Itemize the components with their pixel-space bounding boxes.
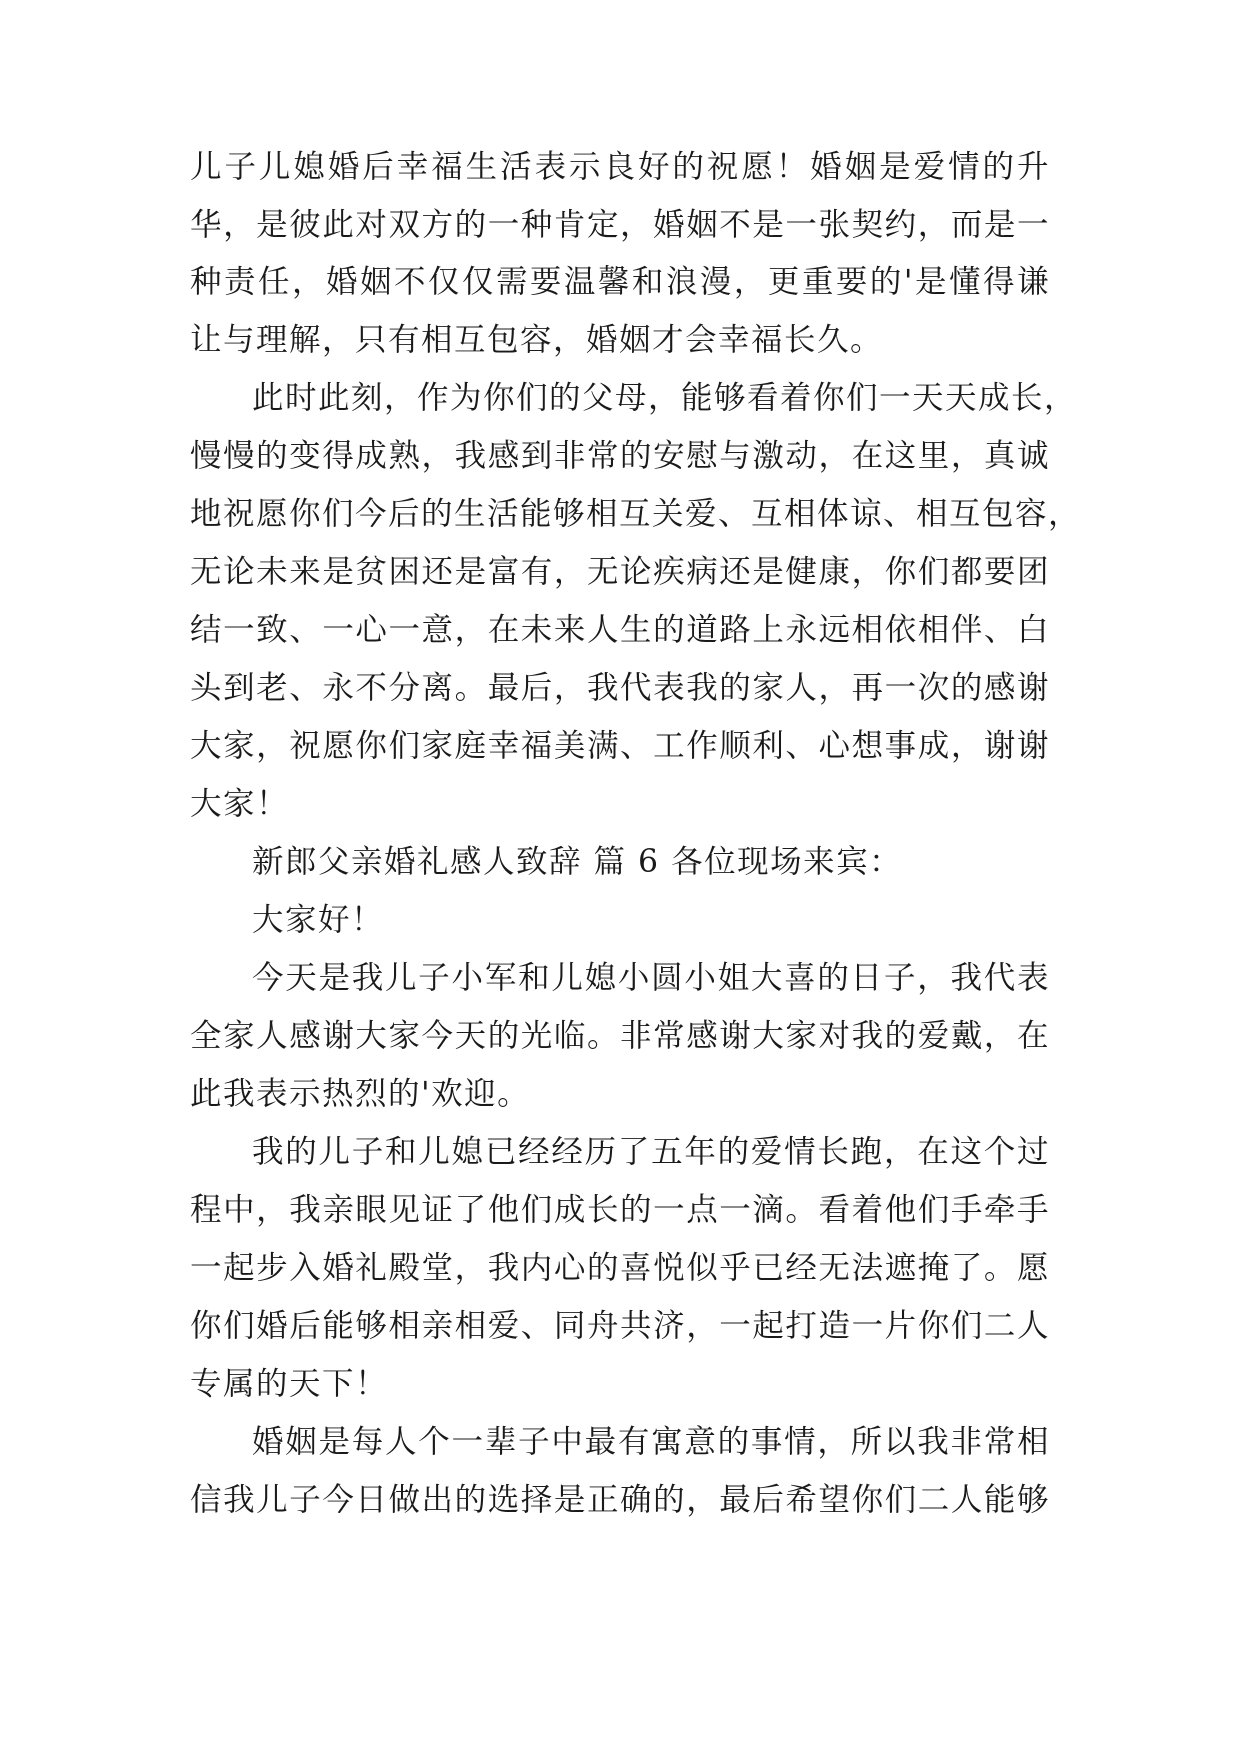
text-line: 种责任，婚姻不仅仅需要温馨和浪漫，更重要的'是懂得谦	[190, 264, 1050, 300]
paragraph-start-line: 今天是我儿子小军和儿媳小圆小姐大喜的日子，我代表	[252, 960, 1050, 996]
text-line: 你们婚后能够相亲相爱、同舟共济，一起打造一片你们二人	[190, 1308, 1050, 1344]
text-line: 让与理解，只有相互包容，婚姻才会幸福长久。	[190, 322, 884, 358]
text-line: 地祝愿你们今后的生活能够相互关爱、互相体谅、相互包容，	[190, 496, 1082, 532]
text-line: 一起步入婚礼殿堂，我内心的喜悦似乎已经无法遮掩了。愿	[190, 1250, 1050, 1286]
text-line: 此我表示热烈的'欢迎。	[190, 1076, 531, 1112]
text-line: 头到老、永不分离。最后，我代表我的家人，再一次的感谢	[190, 670, 1050, 706]
text-line: 程中，我亲眼见证了他们成长的一点一滴。看着他们手牵手	[190, 1192, 1050, 1228]
section-heading: 新郎父亲婚礼感人致辞 篇 6 各位现场来宾：	[252, 844, 903, 880]
text-line: 慢慢的变得成熟，我感到非常的安慰与激动，在这里，真诚	[190, 438, 1050, 474]
greeting-line: 大家好！	[252, 902, 385, 938]
text-line: 大家，祝愿你们家庭幸福美满、工作顺利、心想事成，谢谢	[190, 728, 1050, 764]
text-line: 儿子儿媳婚后幸福生活表示良好的祝愿！婚姻是爱情的升	[190, 149, 1050, 185]
text-line: 华，是彼此对双方的一种肯定，婚姻不是一张契约，而是一	[190, 207, 1050, 243]
text-line: 结一致、一心一意，在未来人生的道路上永远相依相伴、白	[190, 612, 1050, 648]
paragraph-start-line: 我的儿子和儿媳已经经历了五年的爱情长跑，在这个过	[252, 1134, 1050, 1170]
text-line: 大家！	[190, 786, 290, 822]
text-line: 全家人感谢大家今天的光临。非常感谢大家对我的爱戴，在	[190, 1018, 1050, 1054]
text-line: 专属的天下！	[190, 1366, 389, 1402]
paragraph-start-line: 婚姻是每人个一辈子中最有寓意的事情，所以我非常相	[252, 1424, 1050, 1460]
text-line: 信我儿子今日做出的选择是正确的，最后希望你们二人能够	[190, 1482, 1050, 1518]
text-line: 无论未来是贫困还是富有，无论疾病还是健康，你们都要团	[190, 554, 1050, 590]
paragraph-start-line: 此时此刻，作为你们的父母，能够看着你们一天天成长，	[252, 380, 1078, 416]
